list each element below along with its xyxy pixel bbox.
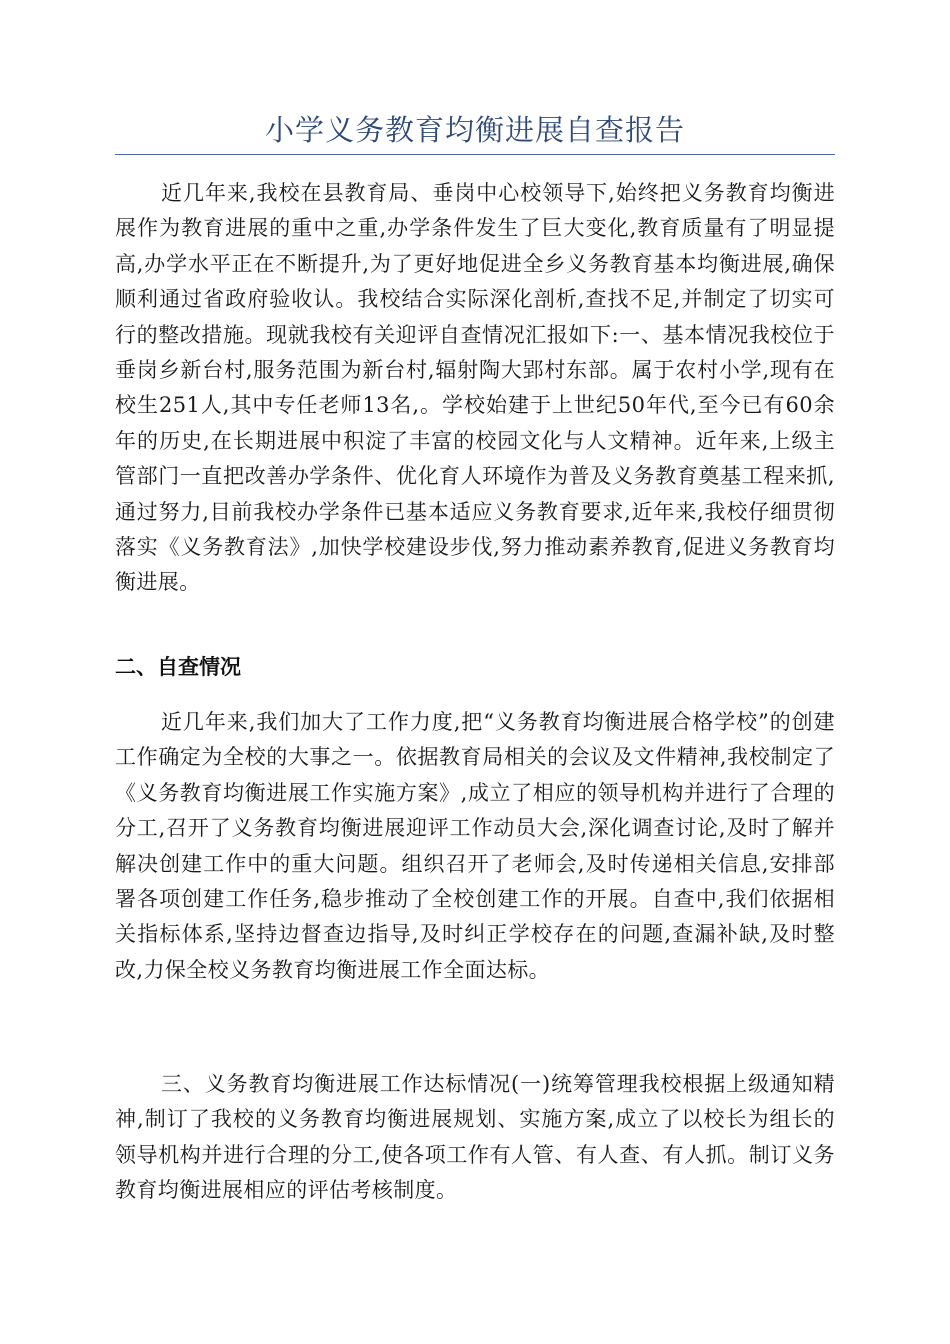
intro-paragraph: 近几年来,我校在县教育局、垂岗中心校领导下,始终把义务教育均衡进展作为教育进展的重中之重,办学条件发生了巨大变化,教育质量有了明显提高,办学水平正在不断提升,为了更好地促进全乡义务教育基本均衡进展,确保顺利通过省政府验收认。我校结合实际深化剖析,查找不足,并制定了切实可行的整改措施。现就我校有关迎评自查情况汇报如下:一、基本情况我校位于垂岗乡新台村,服务范围为新台村,辐射陶大郢村东部。属于农村小学,现有在校生251人,其中专任老师13名,。学校始建于上世纪50年代,至今已有60余年的历史,在长期进展中积淀了丰富的校园文化与人文精神。近年来,上级主管部门一直把改善办学条件、优化育人环境作为普及义务教育奠基工程来抓,通过努力,目前我校办学条件已基本适应义务教育要求,近年来,我校仔细贯彻落实《义务教育法》,加快学校建设步伐,努力推动素养教育,促进义务教育均衡进展。 [115, 181, 835, 595]
section-heading-self-inspection: 二、自查情况 [115, 655, 241, 679]
self-inspection-paragraph: 近几年来,我们加大了工作力度,把“义务教育均衡进展合格学校”的创建工作确定为全校的大事之一。依据教育局相关的会议及文件精神,我校制定了《义务教育均衡进展工作实施方案》,成立了相应的领导机构并进行了合理的分工,召开了义务教育均衡进展迎评工作动员大会,深化调查讨论,及时了解并解决创建工作中的重大问题。组织召开了老师会,及时传递相关信息,安排部署各项创建工作任务,稳步推动了全校创建工作的开展。自查中,我们依据相关指标体系,坚持边督查边指导,及时纠正学校存在的问题,查漏补缺,及时整改,力保全校义务教育均衡进展工作全面达标。 [115, 710, 835, 982]
document-title: 小学义务教育均衡进展自查报告 [264, 113, 685, 147]
compliance-paragraph: 三、义务教育均衡进展工作达标情况(一)统筹管理我校根据上级通知精神,制订了我校的义务教育均衡进展规划、实施方案,成立了以校长为组长的领导机构并进行合理的分工,使各项工作有人管、有人查、有人抓。制订义务教育均衡进展相应的评估考核制度。 [115, 1072, 835, 1203]
title-underline [115, 154, 835, 155]
